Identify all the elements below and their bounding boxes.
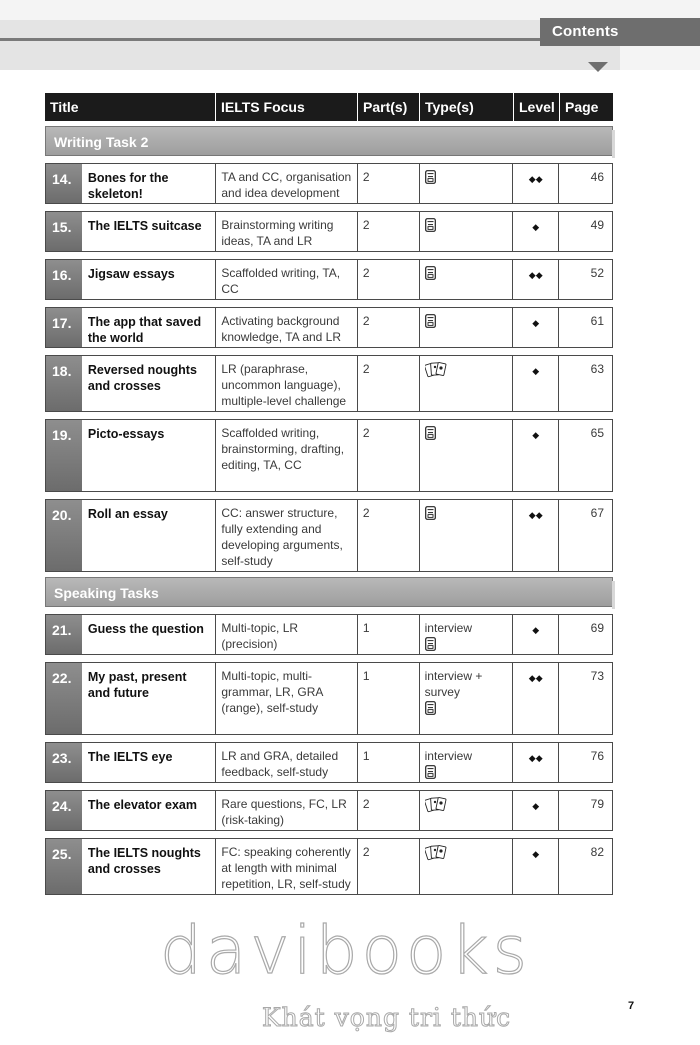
cards-icon [425,796,447,817]
col-focus: IELTS Focus [215,93,357,121]
page-number-cell: 63 [558,356,612,411]
type-cell [419,164,513,203]
type-cell [419,260,513,299]
book-icon [425,506,436,524]
type-text: interview [424,621,472,635]
activity-number: 20. [46,500,82,571]
section-label: Contents [540,18,700,46]
type-cell [419,663,513,734]
level-diamonds: ◆◆ [512,164,558,203]
book-icon [425,701,436,719]
page-number-cell: 76 [558,743,612,782]
table-row [45,355,613,412]
ielts-focus: Rare questions, FC, LR (risk-taking) [215,791,356,830]
ielts-focus: FC: speaking coherently at length with minimal repetition, LR, self-study [215,839,356,894]
activity-title: Bones for the skeleton! [87,171,169,201]
ielts-focus: LR (paraphrase, uncommon language), multiple-level challenge [215,356,356,411]
level-diamonds: ◆◆ [512,663,558,734]
page-number-cell: 69 [558,615,612,654]
activity-title: Jigsaw essays [87,267,175,281]
page-number-cell: 82 [558,839,612,894]
activity-title: The app that saved the world [87,315,202,345]
activity-title: Picto-essays [87,427,165,441]
part-value: 2 [357,308,419,347]
book-icon [425,765,436,783]
part-value: 2 [357,260,419,299]
book-icon [425,314,436,332]
ielts-focus: LR and GRA, detailed feedback, self-study [215,743,356,782]
page-number-cell: 52 [558,260,612,299]
activity-title: The IELTS suitcase [87,219,202,233]
book-icon [425,426,436,444]
type-cell [419,791,513,830]
type-text: interview + survey [424,669,483,699]
page-number-cell: 49 [558,212,612,251]
type-cell [419,500,513,571]
col-page: Page [559,93,613,121]
page-number-cell: 61 [558,308,612,347]
part-value: 2 [357,164,419,203]
page-number: 7 [628,1000,635,1012]
table-row [45,614,613,655]
ielts-focus: TA and CC, organisation and idea development [215,164,356,203]
page-number-cell: 67 [558,500,612,571]
contents-table [45,93,613,895]
level-diamonds: ◆ [512,791,558,830]
section-heading: Writing Task 2 [45,126,613,156]
type-cell [419,839,513,894]
level-diamonds: ◆ [512,420,558,491]
banner-strip [0,38,548,41]
activity-number: 19. [46,420,82,491]
activity-number: 24. [46,791,82,830]
type-cell [419,420,513,491]
banner-notch [588,62,608,72]
part-value: 2 [357,791,419,830]
col-level: Level [513,93,559,121]
cards-icon [425,361,447,382]
book-icon [425,218,436,236]
table-header [45,93,613,121]
part-value: 2 [357,212,419,251]
watermark-brand: davibooks [160,912,531,989]
activity-number: 22. [46,663,82,734]
activity-number: 15. [46,212,82,251]
page-number-cell: 73 [558,663,612,734]
col-parts: Part(s) [357,93,419,121]
activity-title: Guess the question [87,622,204,636]
activity-number: 14. [46,164,82,203]
table-row [45,419,613,492]
activity-number: 16. [46,260,82,299]
level-diamonds: ◆ [512,839,558,894]
page-number-cell: 46 [558,164,612,203]
section-heading: Speaking Tasks [45,577,613,607]
ielts-focus: Scaffolded writing, brainstorming, drafting, editing, TA, CC [215,420,356,491]
part-value: 2 [357,839,419,894]
type-cell [419,743,513,782]
col-type: Type(s) [419,93,513,121]
part-value: 2 [357,420,419,491]
activity-number: 17. [46,308,82,347]
table-row [45,742,613,783]
level-diamonds: ◆ [512,356,558,411]
activity-title: Reversed noughts and crosses [87,363,197,393]
part-value: 1 [357,615,419,654]
ielts-focus: Scaffolded writing, TA, CC [215,260,356,299]
activity-title: The IELTS noughts and crosses [87,846,201,876]
level-diamonds: ◆◆ [512,500,558,571]
part-value: 2 [357,500,419,571]
activity-number: 18. [46,356,82,411]
level-diamonds: ◆ [512,308,558,347]
ielts-focus: Multi-topic, multi-grammar, LR, GRA (range), self-study [215,663,356,734]
level-diamonds: ◆ [512,212,558,251]
activity-number: 21. [46,615,82,654]
table-row [45,211,613,252]
ielts-focus: Activating background knowledge, TA and LR [215,308,356,347]
table-row [45,790,613,831]
table-row [45,307,613,348]
part-value: 1 [357,663,419,734]
table-row [45,499,613,572]
page-number-cell: 65 [558,420,612,491]
ielts-focus: CC: answer structure, fully extending and developing arguments, self-study [215,500,356,571]
col-title: Title [50,99,79,115]
table-body [45,126,613,895]
activity-title: My past, present and future [87,670,187,700]
type-cell [419,308,513,347]
activity-title: The IELTS eye [87,750,173,764]
activity-number: 23. [46,743,82,782]
table-row [45,163,613,204]
page-number-cell: 79 [558,791,612,830]
book-icon [425,170,436,188]
table-row [45,838,613,895]
level-diamonds: ◆◆ [512,743,558,782]
type-cell [419,615,513,654]
ielts-focus: Multi-topic, LR (precision) [215,615,356,654]
part-value: 1 [357,743,419,782]
type-text: interview [424,749,472,763]
ielts-focus: Brainstorming writing ideas, TA and LR [215,212,356,251]
book-icon [425,637,436,655]
table-row [45,662,613,735]
banner-band [0,20,620,70]
table-row [45,259,613,300]
cards-icon [425,844,447,865]
watermark-tagline: Khát vọng tri thức [262,1003,512,1032]
book-icon [425,266,436,284]
type-cell [419,356,513,411]
activity-title: The elevator exam [87,798,197,812]
level-diamonds: ◆ [512,615,558,654]
part-value: 2 [357,356,419,411]
level-diamonds: ◆◆ [512,260,558,299]
activity-title: Roll an essay [87,507,168,521]
type-cell [419,212,513,251]
activity-number: 25. [46,839,82,894]
top-banner [0,0,700,70]
